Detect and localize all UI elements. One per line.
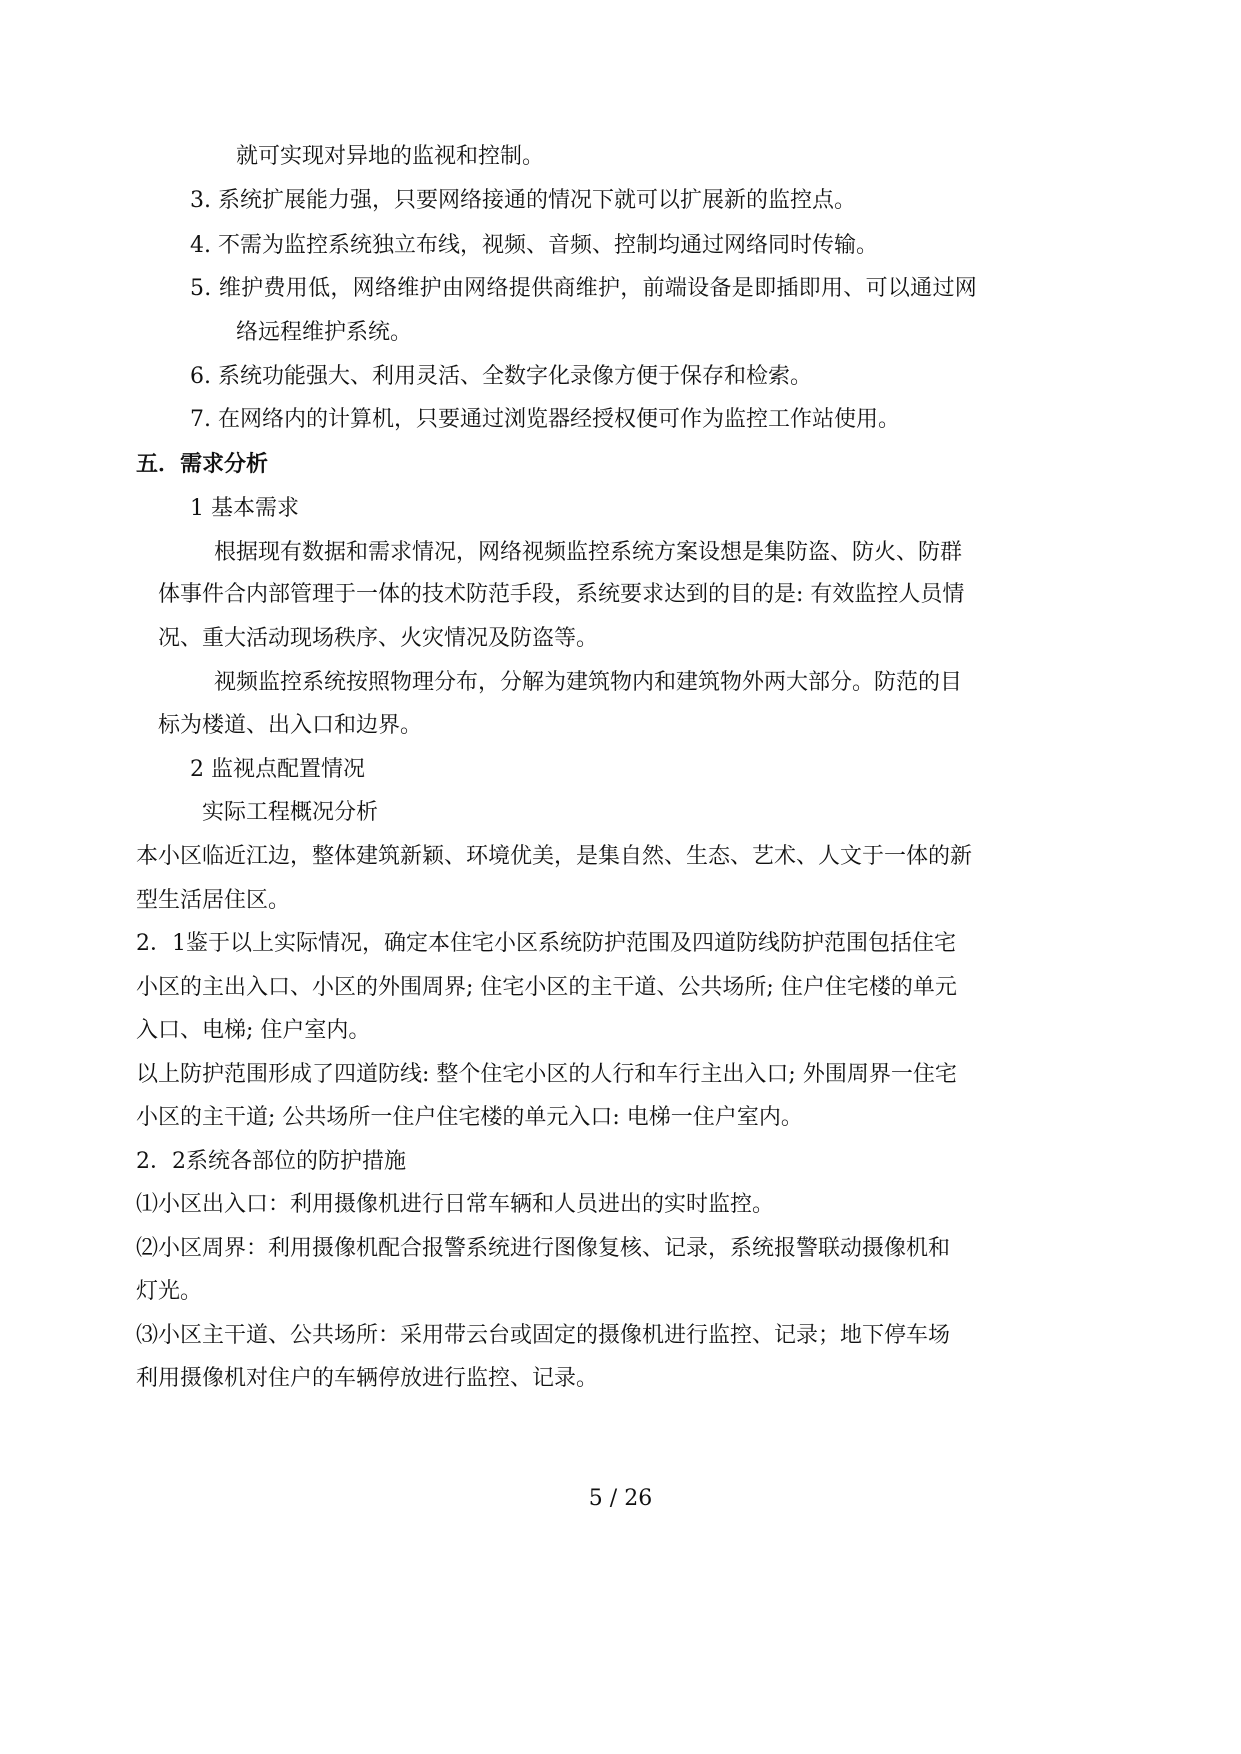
paragraph-line: 本小区临近江边，整体建筑新颖、环境优美，是集自然、生态、艺术、人文于一体的新 [136, 844, 973, 869]
paragraph-line: 以上防护范围形成了四道防线: 整个住宅小区的人行和车行主出入口; 外围周界一住宅 [136, 1062, 957, 1087]
list-item: ⑶小区主干道、公共场所：采用带云台或固定的摄像机进行监控、记录；地下停车场 [136, 1323, 951, 1348]
page-number: 5 / 26 [588, 1486, 653, 1511]
paragraph-line: 小区的主出入口、小区的外围周界; 住宅小区的主干道、公共场所; 住户住宅楼的单元 [136, 975, 957, 1000]
paragraph-line: 2．1鉴于以上实际情况，确定本住宅小区系统防护范围及四道防线防护范围包括住宅 [136, 931, 956, 956]
paragraph-line: 利用摄像机对住户的车辆停放进行监控、记录。 [136, 1366, 599, 1391]
paragraph-line: 入口、电梯; 住户室内。 [136, 1018, 371, 1043]
paragraph-line: 体事件合内部管理于一体的技术防范手段，系统要求达到的目的是: 有效监控人员情 [158, 582, 965, 607]
paragraph-line: 小区的主干道; 公共场所一住户住宅楼的单元入口: 电梯一住户室内。 [136, 1105, 803, 1130]
paragraph-line: 况、重大活动现场秩序、火灾情况及防盗等。 [158, 626, 599, 651]
subsection-title: 2 监视点配置情况 [190, 757, 365, 782]
list-item: 5. 维护费用低，网络维护由网络提供商维护，前端设备是即插即用、可以通过网 [190, 276, 978, 301]
paragraph-line: 标为楼道、出入口和边界。 [158, 713, 423, 738]
subsection-title: 1 基本需求 [190, 496, 299, 521]
text-line: 络远程维护系统。 [236, 320, 413, 345]
paragraph-line: 型生活居住区。 [136, 888, 291, 913]
section-heading: 五．需求分析 [136, 452, 269, 477]
text-line: 就可实现对异地的监视和控制。 [236, 144, 545, 169]
list-item: 3. 系统扩展能力强，只要网络接通的情况下就可以扩展新的监控点。 [190, 188, 856, 213]
text-line: 实际工程概况分析 [202, 800, 379, 825]
list-item: 6. 系统功能强大、利用灵活、全数字化录像方便于保存和检索。 [190, 364, 812, 389]
paragraph-line: 灯光。 [136, 1279, 203, 1304]
list-item: ⑵小区周界：利用摄像机配合报警系统进行图像复核、记录，系统报警联动摄像机和 [136, 1236, 951, 1261]
list-item: 4. 不需为监控系统独立布线，视频、音频、控制均通过网络同时传输。 [190, 233, 878, 258]
list-item: 7. 在网络内的计算机，只要通过浏览器经授权便可作为监控工作站使用。 [190, 407, 900, 432]
paragraph-line: 视频监控系统按照物理分布，分解为建筑物内和建筑物外两大部分。防范的目 [214, 670, 963, 695]
subsection-title: 2．2系统各部位的防护措施 [136, 1149, 406, 1174]
list-item: ⑴小区出入口：利用摄像机进行日常车辆和人员进出的实时监控。 [136, 1192, 775, 1217]
paragraph-line: 根据现有数据和需求情况，网络视频监控系统方案设想是集防盗、防火、防群 [214, 540, 963, 565]
